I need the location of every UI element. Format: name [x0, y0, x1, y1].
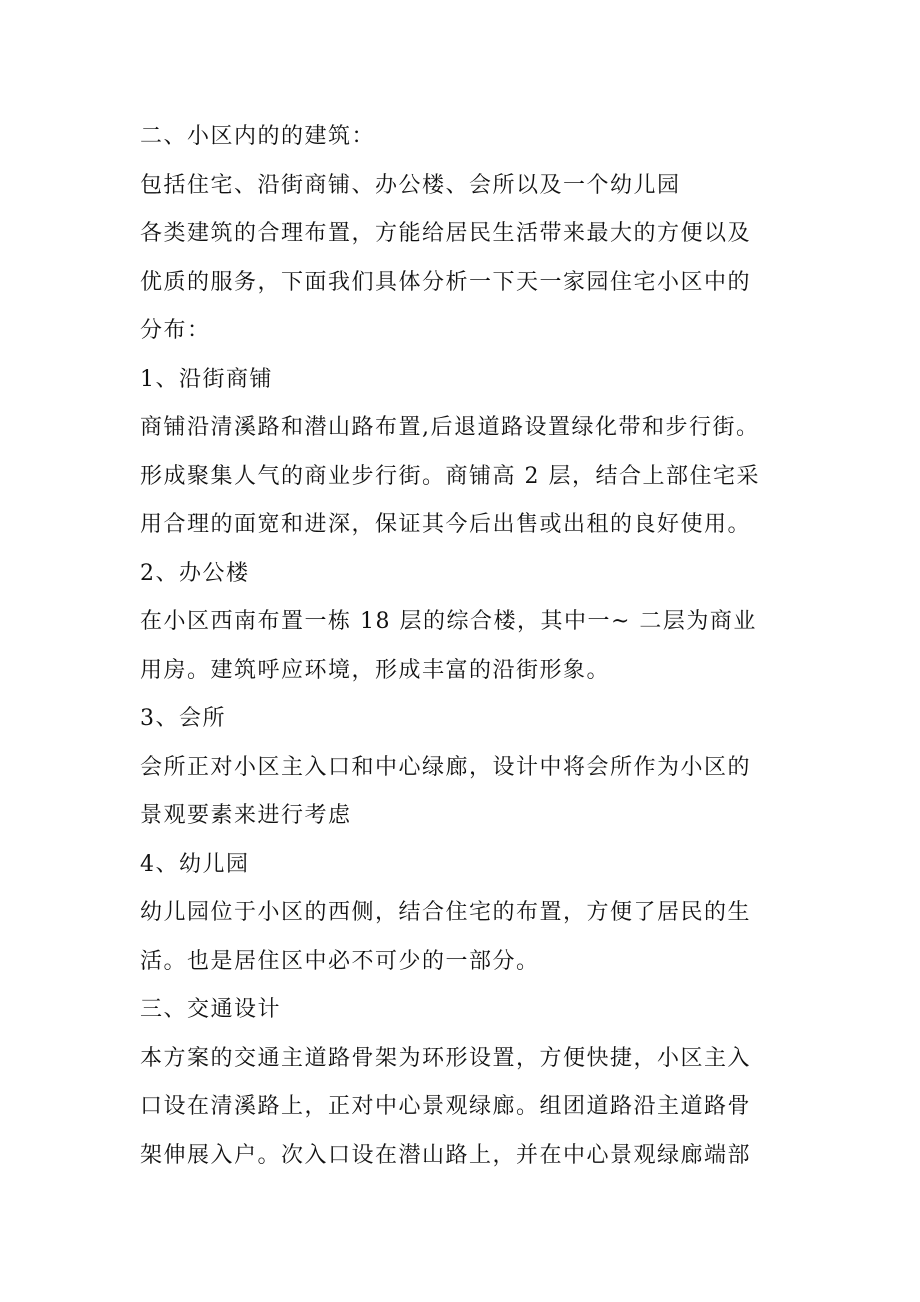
paragraph-line: 口设在清溪路上，正对中心景观绿廊。组团道路沿主道路骨	[140, 1094, 752, 1119]
paragraph-line: 商铺沿清溪路和潜山路布置,后退道路设置绿化带和步行街。	[140, 415, 760, 440]
paragraph-line: 优质的服务，下面我们具体分析一下天一家园住宅小区中的	[140, 269, 752, 295]
section-heading-traffic: 三、交通设计	[140, 997, 282, 1022]
subheading-shops: 1、沿街商铺	[140, 366, 273, 392]
subheading-clubhouse: 3、会所	[140, 706, 226, 731]
paragraph-line: 幼儿园位于小区的西侧，结合住宅的布置，方便了居民的生	[140, 900, 752, 925]
paragraph-line: 用合理的面宽和进深，保证其今后出售或出租的良好使用。	[140, 512, 752, 537]
paragraph-line: 架伸展入户。次入口设在潜山路上，并在中心景观绿廊端部	[140, 1142, 752, 1168]
paragraph-line: 分布：	[140, 318, 211, 343]
paragraph-line: 本方案的交通主道路骨架为环形设置，方便快捷，小区主入	[140, 1045, 752, 1071]
paragraph-line: 包括住宅、沿街商铺、办公楼、会所以及一个幼儿园	[140, 172, 681, 198]
paragraph-line: 各类建筑的合理布置，方能给居民生活带来最大的方便以及	[140, 221, 752, 246]
document-body	[140, 113, 800, 1180]
paragraph-line: 景观要素来进行考虑	[140, 803, 352, 828]
subheading-office: 2、办公楼	[140, 560, 250, 586]
subheading-kindergarten: 4、幼儿园	[140, 851, 250, 877]
paragraph-line: 在小区西南布置一栋 18 层的综合楼，其中一~ 二层为商业	[140, 609, 757, 634]
paragraph-line: 活。也是居住区中必不可少的一部分。	[140, 948, 540, 974]
paragraph-line: 用房。建筑呼应环境，形成丰富的沿街形象。	[140, 657, 611, 683]
section-heading-buildings: 二、小区内的的建筑：	[140, 124, 376, 149]
paragraph-line: 形成聚集人气的商业步行街。商铺高 2 层，结合上部住宅采	[140, 463, 760, 489]
paragraph-line: 会所正对小区主入口和中心绿廊，设计中将会所作为小区的	[140, 754, 752, 780]
